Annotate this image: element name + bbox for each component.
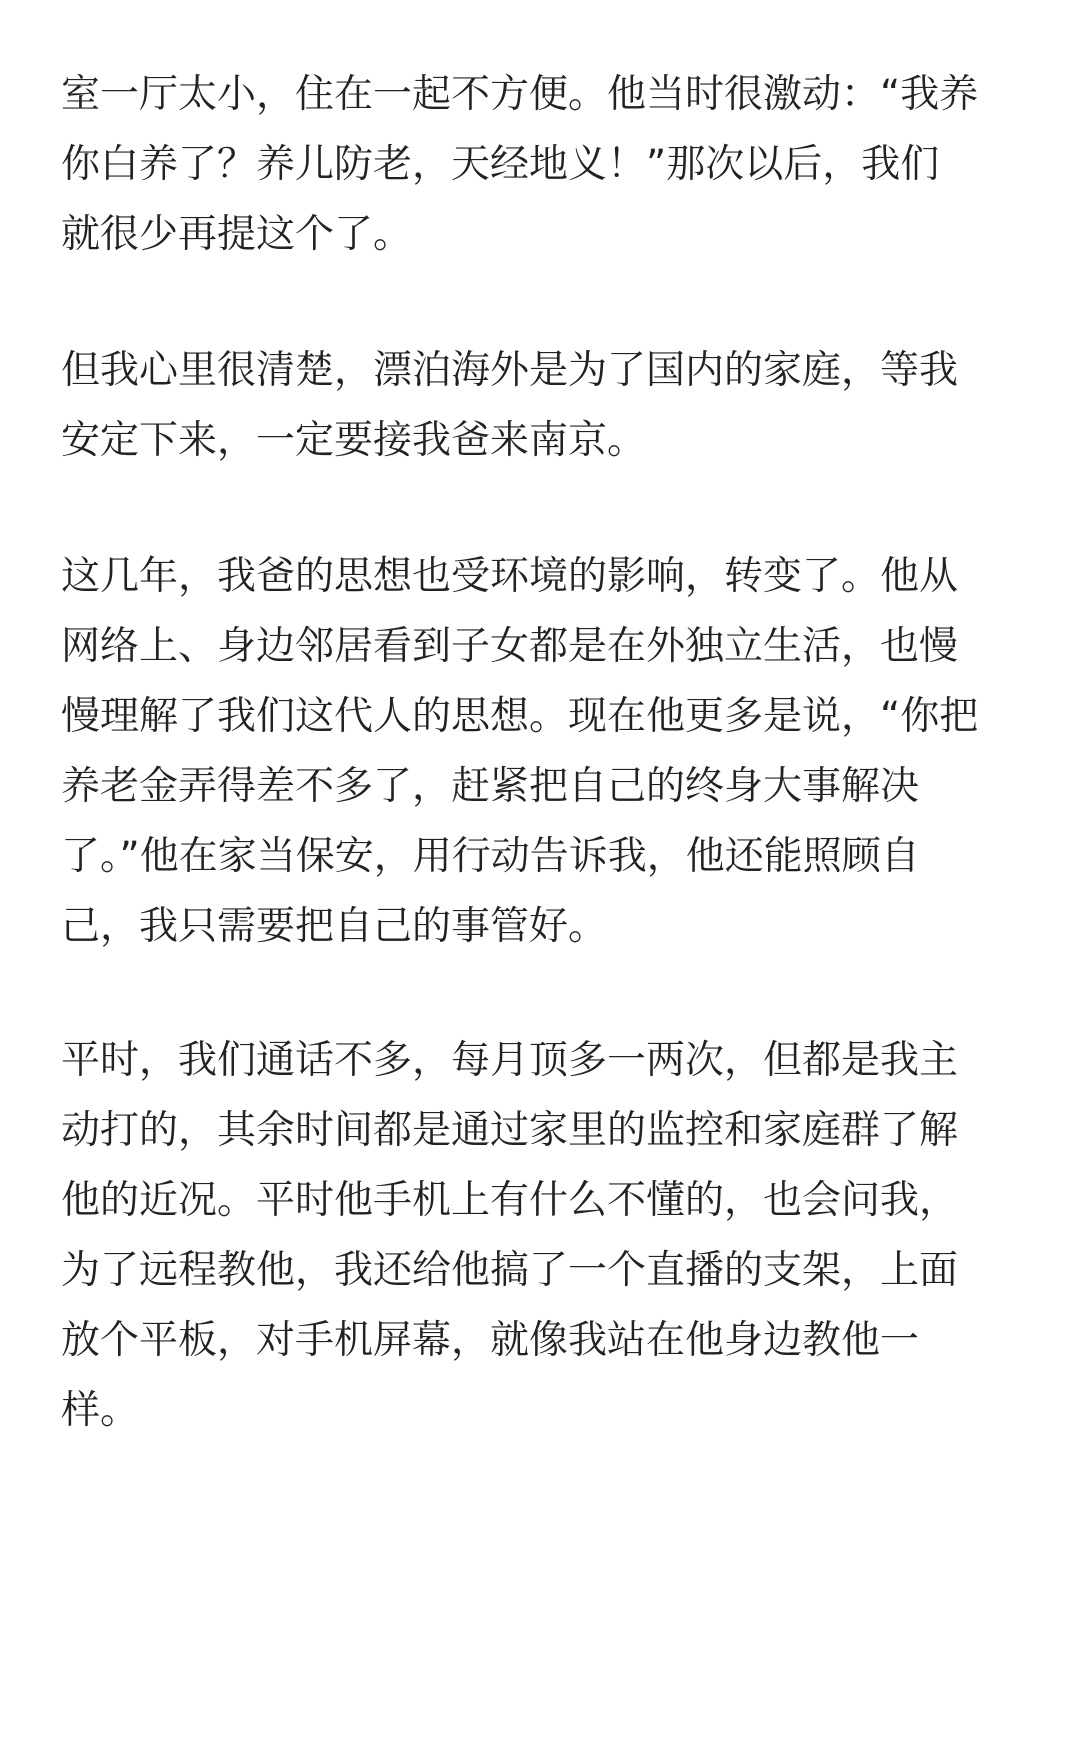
paragraph-3 [61,542,978,962]
text-line: 这几年，我爸的思想也受环境的影响，转变了。他从 [61,554,959,599]
text-line: 慢理解了我们这代人的思想。现在他更多是说，“你把 [61,694,979,739]
paragraph-1 [61,60,978,270]
paragraph-4 [61,1026,958,1446]
text-line: 为了远程教他，我还给他搞了一个直播的支架，上面 [61,1248,959,1293]
paragraph-2 [61,336,958,476]
text-line: 安定下来，一定要接我爸来南京。 [61,418,647,463]
text-line: 动打的，其余时间都是通过家里的监控和家庭群了解 [61,1108,959,1153]
text-line: 网络上、身边邻居看到子女都是在外独立生活，也慢 [61,624,959,669]
text-line: 室一厅太小，住在一起不方便。他当时很激动：“我养 [61,72,979,117]
text-line: 你白养了？养儿防老，天经地义！”那次以后，我们 [61,142,940,187]
text-line: 了。”他在家当保安，用行动告诉我，他还能照顾自 [61,834,920,879]
text-line: 放个平板，对手机屏幕，就像我站在他身边教他一 [61,1318,920,1363]
text-line: 己，我只需要把自己的事管好。 [61,904,608,949]
text-line: 平时，我们通话不多，每月顶多一两次，但都是我主 [61,1038,959,1083]
text-line: 就很少再提这个了。 [61,212,413,257]
text-line: 养老金弄得差不多了，赶紧把自己的终身大事解决 [61,764,920,809]
text-line: 但我心里很清楚，漂泊海外是为了国内的家庭，等我 [61,348,959,393]
text-line: 样。 [61,1388,140,1433]
text-line: 他的近况。平时他手机上有什么不懂的，也会问我， [61,1178,959,1223]
